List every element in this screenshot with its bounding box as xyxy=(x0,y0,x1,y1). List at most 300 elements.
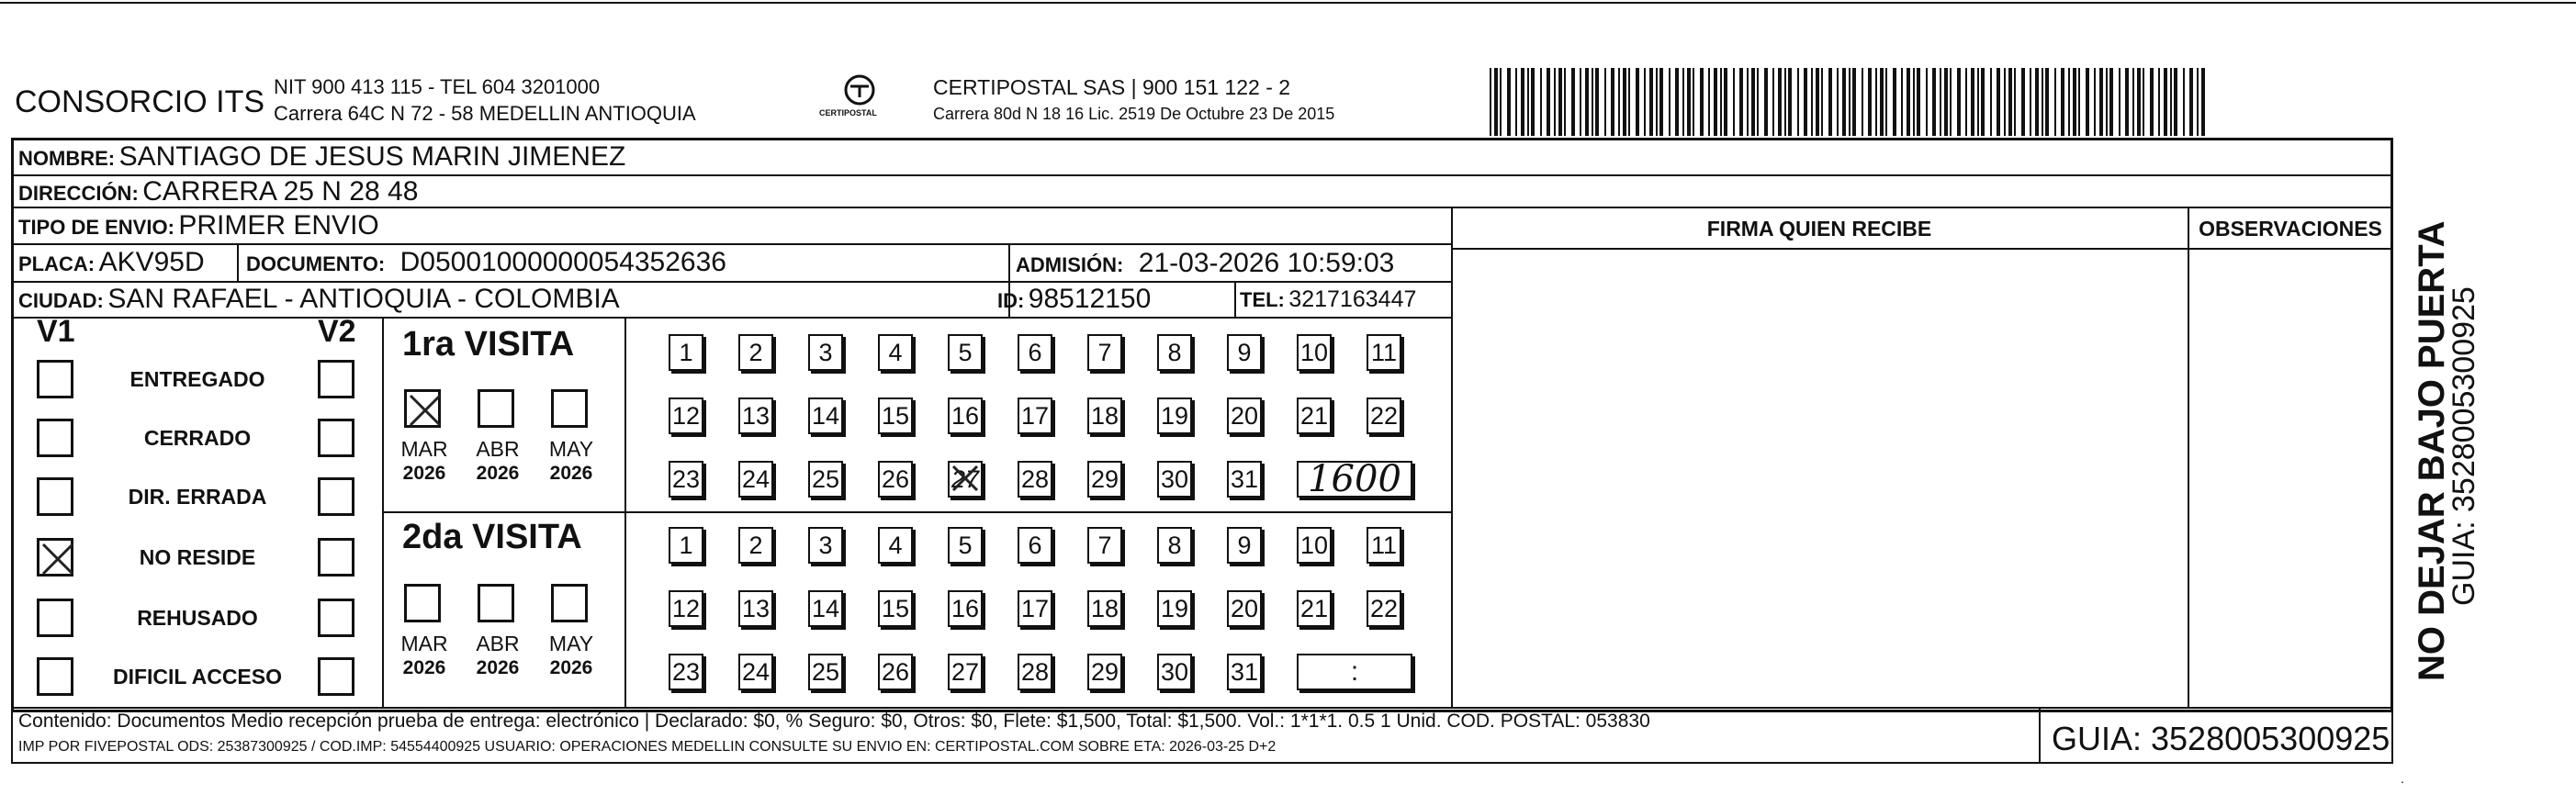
tipo-envio-row xyxy=(18,210,379,241)
day-cell xyxy=(1157,654,1192,690)
v2-checkbox xyxy=(318,538,354,577)
day-number: 26 xyxy=(881,657,910,686)
barcode-bar xyxy=(1852,68,1856,136)
barcode-bar xyxy=(1558,68,1562,136)
barcode-bar xyxy=(2004,68,2006,136)
barcode-bar xyxy=(1944,68,1948,136)
day-number: 14 xyxy=(811,594,840,622)
barcode-bar xyxy=(2189,68,2193,136)
barcode-bar xyxy=(2170,68,2172,136)
day-number: 1 xyxy=(679,531,693,559)
v2-checkbox xyxy=(318,657,354,696)
company-line-2: Carrera 64C N 72 - 58 MEDELLIN ANTIOQUIA xyxy=(274,102,696,125)
day-cell xyxy=(948,334,983,371)
barcode-bar xyxy=(1797,68,1799,136)
v1-checkbox xyxy=(37,360,73,398)
time-value: 1600 xyxy=(1308,458,1401,500)
day-cell xyxy=(808,461,843,498)
barcode-bar xyxy=(2132,68,2134,136)
barcode-bar xyxy=(2106,68,2108,136)
status-label: CERRADO xyxy=(143,426,252,450)
time-cell xyxy=(1297,458,1412,500)
observaciones-label: OBSERVACIONES xyxy=(2199,217,2382,241)
footer-line-2: IMP POR FIVEPOSTAL ODS: 25387300925 / COD.IMP: 54554400925 USUARIO: OPERACIONES MEDELLIN CONSULTE SU ENVIO EN: CERTIPOSTAL.COM SOBRE ETA: 2026-03-25 D+2 xyxy=(18,739,1277,755)
day-cell xyxy=(738,527,773,564)
day-cell xyxy=(669,461,703,498)
month-checkbox xyxy=(478,389,514,428)
day-number: 10 xyxy=(1299,338,1329,366)
nombre-row xyxy=(18,141,625,173)
barcode-bar xyxy=(1901,68,1903,136)
barcode-bar xyxy=(1564,68,1566,136)
time-value: : xyxy=(1350,656,1359,687)
placa-cell xyxy=(18,247,205,278)
v1-checkbox xyxy=(37,657,73,696)
nombre-value: SANTIAGO DE JESUS MARIN JIMENEZ xyxy=(118,141,626,172)
barcode-bar xyxy=(1724,68,1727,136)
placa-value: AKV95D xyxy=(98,247,205,277)
side-guia: GUIA: 3528005300925 xyxy=(2447,286,2481,606)
day-number: 15 xyxy=(881,594,910,622)
barcode-bar xyxy=(1977,68,1979,136)
barcode-bar xyxy=(1585,68,1589,136)
barcode-bar xyxy=(1494,68,1498,136)
barcode-bar xyxy=(1580,68,1581,136)
year-label: 2026 xyxy=(402,463,446,484)
day-number: 25 xyxy=(811,465,840,493)
month-checkbox xyxy=(404,389,441,428)
barcode xyxy=(1490,68,2215,136)
day-cell xyxy=(808,654,843,690)
barcode-bar xyxy=(1682,68,1684,136)
day-number: 4 xyxy=(888,338,903,366)
barcode-bar xyxy=(1821,68,1823,136)
day-cell xyxy=(738,590,773,627)
day-cell xyxy=(1297,527,1332,564)
day-number: 1 xyxy=(679,338,693,366)
day-number: 13 xyxy=(741,594,771,622)
barcode-bar xyxy=(1571,68,1575,136)
day-cell xyxy=(1297,590,1332,627)
barcode-bar xyxy=(2086,68,2089,136)
tipo-envio-label: TIPO DE ENVIO: xyxy=(18,216,174,239)
barcode-bar xyxy=(2042,68,2043,136)
month-label: MAR xyxy=(400,632,448,655)
day-cell xyxy=(1227,461,1262,498)
placa-label: PLACA: xyxy=(18,252,96,275)
barcode-bar xyxy=(2125,68,2129,136)
day-cell xyxy=(948,461,983,498)
direccion-value: CARRERA 25 N 28 48 xyxy=(142,176,419,207)
barcode-bar xyxy=(2183,68,2185,136)
day-cell xyxy=(1018,590,1052,627)
barcode-bar xyxy=(1554,68,1556,136)
barcode-bar xyxy=(1714,68,1717,136)
firma-label: FIRMA QUIEN RECIBE xyxy=(1706,217,1932,241)
day-cell xyxy=(738,397,773,434)
barcode-bar xyxy=(1531,68,1535,136)
v2-checkbox xyxy=(318,599,354,637)
company-name: CONSORCIO ITS xyxy=(15,84,265,119)
day-number: 16 xyxy=(951,594,980,622)
barcode-bar xyxy=(1547,68,1550,136)
day-cell xyxy=(948,654,983,690)
barcode-bar xyxy=(1804,68,1807,136)
day-number: 24 xyxy=(741,465,771,493)
certipostal-logo xyxy=(814,73,906,123)
check-x-icon xyxy=(39,541,76,577)
year-label: 2026 xyxy=(476,463,520,484)
tel-label: TEL: xyxy=(1240,288,1285,311)
day-number: 3 xyxy=(818,531,833,559)
day-number: 27 xyxy=(951,657,980,686)
day-number: 6 xyxy=(1028,531,1042,559)
status-label: DIR. ERRADA xyxy=(128,485,267,509)
barcode-bar xyxy=(1885,68,1887,136)
check-x-icon xyxy=(407,392,444,429)
day-cell xyxy=(738,334,773,371)
barcode-bar xyxy=(1540,68,1542,136)
day-number: 4 xyxy=(888,531,903,559)
day-number: 28 xyxy=(1020,657,1050,686)
barcode-bar xyxy=(1862,68,1863,136)
month-label: MAY xyxy=(548,632,594,655)
v2-checkbox xyxy=(318,419,354,457)
barcode-bar xyxy=(1700,68,1704,136)
documento-cell xyxy=(246,247,726,278)
day-number: 21 xyxy=(1299,401,1329,430)
barcode-bar xyxy=(1628,68,1630,136)
barcode-bar xyxy=(1693,68,1694,136)
barcode-bar xyxy=(1842,68,1846,136)
day-number: 8 xyxy=(1167,531,1182,559)
barcode-bar xyxy=(1527,68,1529,136)
month-label: MAR xyxy=(400,437,448,461)
courier-line-2: Carrera 80d N 18 16 Lic. 2519 De Octubre 23 De 2015 xyxy=(933,105,1335,123)
day-number: 17 xyxy=(1020,401,1050,430)
side-warning: NO DEJAR BAJO PUERTA xyxy=(2412,220,2452,681)
barcode-bar xyxy=(2201,68,2205,136)
barcode-bar xyxy=(2045,68,2049,136)
day-cell xyxy=(878,654,913,690)
barcode-bar xyxy=(1623,68,1626,136)
day-cell xyxy=(808,397,843,434)
day-cell xyxy=(1087,590,1122,627)
barcode-bar xyxy=(1515,68,1517,136)
status-label: REHUSADO xyxy=(137,606,258,630)
barcode-bar xyxy=(1772,68,1774,136)
barcode-bar xyxy=(1990,68,1992,136)
day-cell xyxy=(808,334,843,371)
day-number: 10 xyxy=(1299,531,1329,559)
barcode-bar xyxy=(2054,68,2056,136)
barcode-bar xyxy=(1940,68,1941,136)
barcode-bar xyxy=(1507,68,1511,136)
tipo-envio-value: PRIMER ENVIO xyxy=(178,210,379,241)
day-cell xyxy=(1157,461,1192,498)
day-number: 19 xyxy=(1160,401,1189,430)
day-cell xyxy=(738,461,773,498)
barcode-bar xyxy=(2073,68,2076,136)
barcode-bar xyxy=(1875,68,1877,136)
day-number: 21 xyxy=(1299,594,1329,622)
year-label: 2026 xyxy=(549,657,593,678)
day-cell xyxy=(1157,527,1192,564)
day-cell xyxy=(1018,334,1052,371)
barcode-bar xyxy=(2109,68,2113,136)
barcode-bar xyxy=(1720,68,1722,136)
barcode-bar xyxy=(1784,68,1786,136)
company-line-1: NIT 900 413 115 - TEL 604 3201000 xyxy=(274,75,601,98)
day-cell xyxy=(1227,590,1262,627)
corner-mark: . xyxy=(2401,771,2404,786)
barcode-bar xyxy=(1849,68,1850,136)
documento-value: D05001000000054352636 xyxy=(399,247,726,277)
year-label: 2026 xyxy=(476,657,520,678)
day-number: 2 xyxy=(748,531,763,559)
barcode-bar xyxy=(1521,68,1524,136)
barcode-bar xyxy=(1733,68,1735,136)
day-number: 2 xyxy=(748,338,763,366)
day-cell xyxy=(1087,397,1122,434)
barcode-bar xyxy=(1739,68,1743,136)
second-visit-label: 2da VISITA xyxy=(402,518,582,556)
day-number: 24 xyxy=(741,657,771,686)
barcode-bar xyxy=(1656,68,1658,136)
day-number: 20 xyxy=(1230,594,1259,622)
day-cell xyxy=(1087,461,1122,498)
year-label: 2026 xyxy=(549,463,593,484)
day-number: 23 xyxy=(671,465,701,493)
day-cell xyxy=(808,590,843,627)
v1-checkbox xyxy=(37,599,73,637)
day-number: 18 xyxy=(1090,594,1119,622)
day-cell xyxy=(1227,654,1262,690)
barcode-bar xyxy=(2174,68,2177,136)
day-cell xyxy=(1018,397,1052,434)
day-number: 27 xyxy=(951,465,980,493)
barcode-bar xyxy=(2068,68,2070,136)
day-number: 8 xyxy=(1167,338,1182,366)
month-checkbox xyxy=(551,584,588,622)
barcode-bar xyxy=(1490,68,1491,136)
barcode-bar xyxy=(1957,68,1961,136)
month-checkbox xyxy=(478,584,514,622)
footer-guia: GUIA: 3528005300925 xyxy=(2052,720,2390,757)
day-number: 9 xyxy=(1237,531,1252,559)
month-label: ABR xyxy=(476,632,520,655)
day-number: 30 xyxy=(1160,465,1189,493)
barcode-bar xyxy=(1649,68,1653,136)
footer-line-1: Contenido: Documentos Medio recepción prueba de entrega: electrónico | Declarado: $0, % Seguro: $0, Otros: $0, Flete: $1,500, Total: $1,500. Vol.: 1*1*1. 0.5 1 Unid. COD. POSTAL: 053830 xyxy=(18,711,1650,732)
status-label: DIFICIL ACCESO xyxy=(112,665,282,688)
barcode-bar xyxy=(1926,68,1928,136)
day-cell xyxy=(1087,527,1122,564)
day-cell xyxy=(1018,654,1052,690)
day-number: 20 xyxy=(1230,401,1259,430)
documento-label: DOCUMENTO: xyxy=(246,252,386,275)
day-number: 19 xyxy=(1160,594,1189,622)
barcode-bar xyxy=(1764,68,1768,136)
v1-label: V1 xyxy=(37,314,75,349)
day-number: 7 xyxy=(1097,338,1112,366)
v2-checkbox xyxy=(318,477,354,516)
barcode-bar xyxy=(2099,68,2103,136)
barcode-bar xyxy=(1669,68,1670,136)
day-number: 6 xyxy=(1028,338,1042,366)
direccion-row xyxy=(18,176,418,207)
barcode-bar xyxy=(1618,68,1620,136)
barcode-bar xyxy=(1965,68,1967,136)
day-number: 22 xyxy=(1369,594,1399,622)
day-cell xyxy=(808,527,843,564)
day-number: 5 xyxy=(958,338,973,366)
direccion-label: DIRECCIÓN: xyxy=(18,182,139,205)
barcode-bar xyxy=(1778,68,1782,136)
day-number: 9 xyxy=(1237,338,1252,366)
day-cell xyxy=(1367,397,1401,434)
day-number: 29 xyxy=(1090,657,1119,686)
barcode-bar xyxy=(1788,68,1792,136)
admision-cell xyxy=(1016,248,1394,279)
barcode-bar xyxy=(2061,68,2064,136)
barcode-bar xyxy=(1907,68,1910,136)
admision-label: ADMISIÓN: xyxy=(1016,253,1124,276)
barcode-bar xyxy=(1751,68,1755,136)
barcode-bar xyxy=(1950,68,1952,136)
barcode-bar xyxy=(1757,68,1759,136)
day-number: 14 xyxy=(811,401,840,430)
id-cell xyxy=(997,284,1151,315)
barcode-bar xyxy=(1971,68,1974,136)
id-value: 98512150 xyxy=(1028,284,1152,314)
day-cell xyxy=(1087,334,1122,371)
barcode-bar xyxy=(2119,68,2120,136)
barcode-bar xyxy=(1611,68,1614,136)
day-cell xyxy=(669,590,703,627)
day-number: 25 xyxy=(811,657,840,686)
ciudad-label: CIUDAD: xyxy=(18,289,104,312)
day-number: 22 xyxy=(1369,401,1399,430)
time-cell xyxy=(1297,654,1412,690)
barcode-bar xyxy=(1816,68,1819,136)
day-cell xyxy=(878,590,913,627)
barcode-bar xyxy=(2030,68,2031,136)
barcode-bar xyxy=(2021,68,2025,136)
barcode-bar xyxy=(1659,68,1663,136)
barcode-bar xyxy=(1592,68,1593,136)
barcode-bar xyxy=(1675,68,1679,136)
v2-label: V2 xyxy=(318,314,356,349)
day-number: 29 xyxy=(1090,465,1119,493)
day-number: 31 xyxy=(1230,657,1259,686)
barcode-bar xyxy=(2158,68,2160,136)
day-number: 11 xyxy=(1370,531,1398,559)
barcode-bar xyxy=(1747,68,1749,136)
barcode-bar xyxy=(2137,68,2141,136)
year-label: 2026 xyxy=(402,657,446,678)
day-number: 15 xyxy=(881,401,910,430)
barcode-bar xyxy=(1917,68,1920,136)
barcode-bar xyxy=(2164,68,2167,136)
day-cell xyxy=(1018,527,1052,564)
month-label: ABR xyxy=(476,437,520,461)
barcode-bar xyxy=(1868,68,1872,136)
admision-value: 21-03-2026 10:59:03 xyxy=(1138,248,1395,278)
barcode-bar xyxy=(1708,68,1710,136)
day-number: 13 xyxy=(741,401,771,430)
month-checkbox xyxy=(404,584,441,622)
day-number: 23 xyxy=(671,657,701,686)
barcode-bar xyxy=(1811,68,1813,136)
status-label: NO RESIDE xyxy=(139,545,256,569)
barcode-bar xyxy=(1687,68,1691,136)
day-cell xyxy=(1367,527,1401,564)
day-number: 3 xyxy=(818,338,833,366)
day-number: 5 xyxy=(958,531,973,559)
day-cell xyxy=(1018,461,1052,498)
day-number: 11 xyxy=(1370,338,1398,366)
top-border xyxy=(0,2,2576,4)
day-cell xyxy=(1367,334,1401,371)
day-number: 16 xyxy=(951,401,980,430)
day-cell xyxy=(948,590,983,627)
barcode-bar xyxy=(1913,68,1915,136)
courier-line-1: CERTIPOSTAL SAS | 900 151 122 - 2 xyxy=(933,75,1291,99)
check-x-icon xyxy=(950,463,981,494)
ciudad-cell xyxy=(18,284,620,315)
barcode-bar xyxy=(1595,68,1599,136)
day-number: 18 xyxy=(1090,401,1119,430)
day-cell xyxy=(1297,334,1332,371)
barcode-bar xyxy=(1636,68,1639,136)
id-label: ID: xyxy=(997,289,1025,312)
barcode-bar xyxy=(2078,68,2080,136)
day-number: 7 xyxy=(1097,531,1112,559)
barcode-bar xyxy=(1893,68,1896,136)
v2-checkbox xyxy=(318,360,354,398)
day-cell xyxy=(669,527,703,564)
day-cell xyxy=(669,397,703,434)
barcode-bar xyxy=(1644,68,1646,136)
logo-caption: CERTIPOSTAL xyxy=(819,108,877,118)
day-cell xyxy=(948,397,983,434)
barcode-bar xyxy=(1604,68,1606,136)
day-cell xyxy=(1157,397,1192,434)
day-number: 30 xyxy=(1160,657,1189,686)
day-cell xyxy=(878,527,913,564)
day-number: 17 xyxy=(1020,594,1050,622)
day-cell xyxy=(1227,334,1262,371)
month-label: MAY xyxy=(548,437,594,461)
day-cell xyxy=(738,654,773,690)
tel-cell xyxy=(1240,286,1416,313)
day-number: 12 xyxy=(671,401,701,430)
barcode-bar xyxy=(1500,68,1502,136)
status-label: ENTREGADO xyxy=(129,367,265,391)
ciudad-value: SAN RAFAEL - ANTIOQUIA - COLOMBIA xyxy=(107,284,620,314)
day-cell xyxy=(1367,590,1401,627)
barcode-bar xyxy=(2150,68,2154,136)
day-cell xyxy=(1227,527,1262,564)
v1-checkbox xyxy=(37,538,73,577)
day-cell xyxy=(878,461,913,498)
v1-checkbox xyxy=(37,477,73,516)
day-number: 12 xyxy=(671,594,701,622)
day-number: 28 xyxy=(1020,465,1050,493)
barcode-bar xyxy=(1828,68,1832,136)
nombre-label: NOMBRE: xyxy=(18,147,116,170)
